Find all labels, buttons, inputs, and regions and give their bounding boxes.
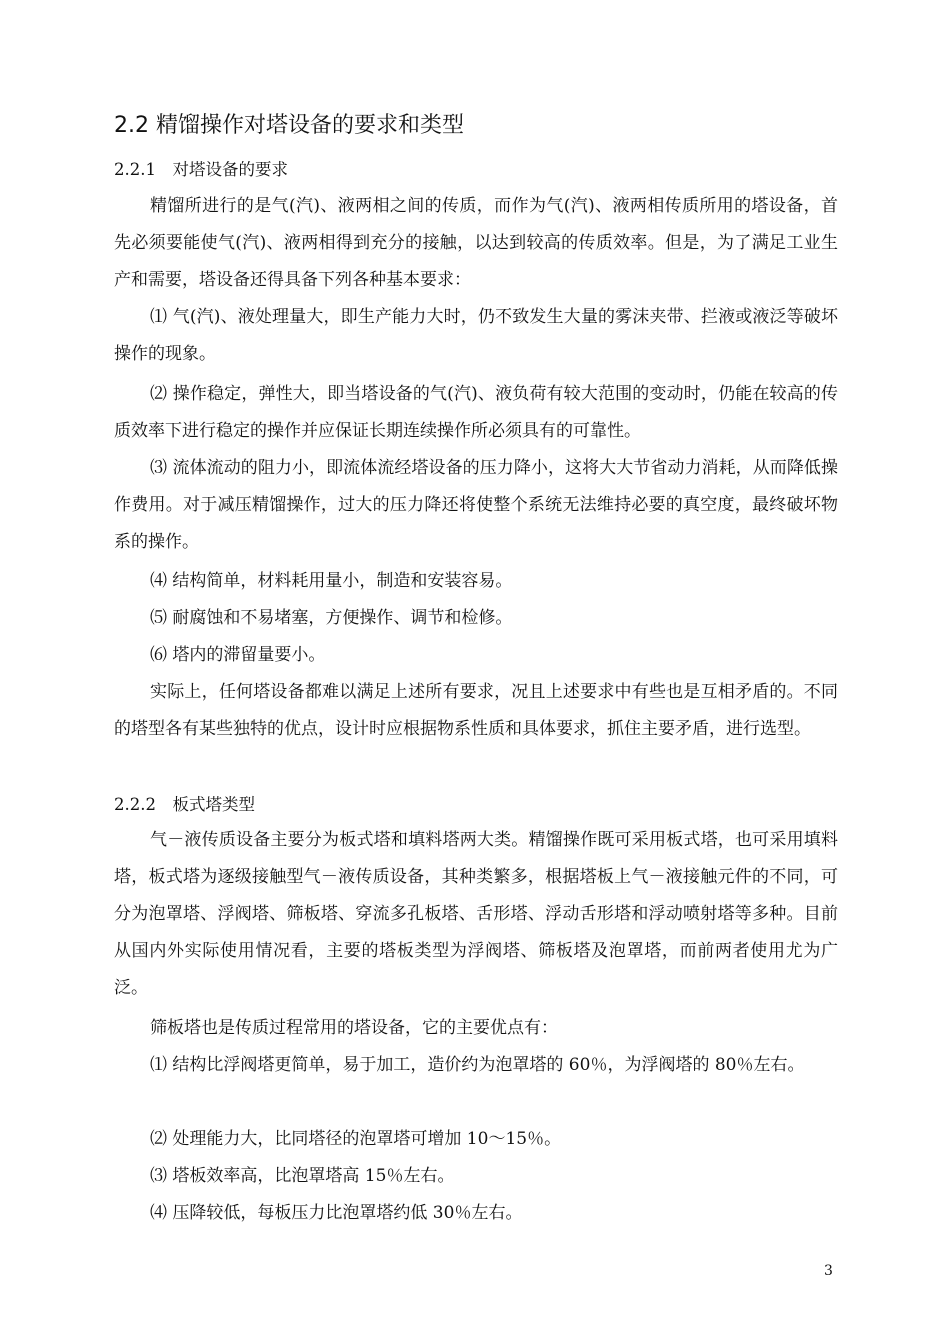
subsection-heading-plate-tower-types: 2.2.2 板式塔类型: [114, 795, 255, 814]
requirement-item-6: ⑹ 塔内的滞留量要小。: [150, 645, 326, 665]
sieve-advantage-item-4: ⑷ 压降较低，每板压力比泡罩塔约低 30％左右。: [150, 1203, 523, 1223]
requirement-item-4: ⑷ 结构简单，材料耗用量小，制造和安装容易。: [150, 571, 513, 591]
sieve-advantage-item-1: ⑴ 结构比浮阀塔更简单，易于加工，造价约为泡罩塔的 60％，为浮阀塔的 80％左右。: [150, 1055, 805, 1075]
requirement-item-5: ⑸ 耐腐蚀和不易堵塞，方便操作、调节和检修。: [150, 608, 513, 628]
requirement-item-1: ⑴ 气(汽)、液处理量大，即生产能力大时，仍不致发生大量的雾沫夹带、拦液或液泛等破坏操作的现象。: [114, 307, 838, 364]
requirements-intro-paragraph: 精馏所进行的是气(汽)、液两相之间的传质，而作为气(汽)、液两相传质所用的塔设备，首先必须要能使气(汽)、液两相得到充分的接触，以达到较高的传质效率。但是，为了满足工业生产和需要，塔设备还得具备下列各种基本要求：: [114, 196, 838, 290]
requirements-conclusion-paragraph: 实际上，任何塔设备都难以满足上述所有要求，况且上述要求中有些也是互相矛盾的。不同的塔型各有某些独特的优点，设计时应根据物系性质和具体要求，抓住主要矛盾，进行选型。: [114, 682, 838, 739]
sieve-advantage-item-3: ⑶ 塔板效率高，比泡罩塔高 15％左右。: [150, 1166, 455, 1186]
sieve-tray-intro-paragraph: 筛板塔也是传质过程常用的塔设备，它的主要优点有：: [150, 1018, 558, 1038]
subsection-heading-requirements: 2.2.1 对塔设备的要求: [114, 160, 288, 179]
plate-tower-types-paragraph: 气－液传质设备主要分为板式塔和填料塔两大类。精馏操作既可采用板式塔，也可采用填料塔，板式塔为逐级接触型气－液传质设备，其种类繁多，根据塔板上气－液接触元件的不同，可分为泡罩塔、浮阀塔、筛板塔、穿流多孔板塔、舌形塔、浮动舌形塔和浮动喷射塔等多种。目前从国内外实际使用情况看，主要的塔板类型为浮阀塔、筛板塔及泡罩塔，而前两者使用尤为广泛。: [114, 830, 838, 998]
requirement-item-2: ⑵ 操作稳定，弹性大，即当塔设备的气(汽)、液负荷有较大范围的变动时，仍能在较高的传质效率下进行稳定的操作并应保证长期连续操作所必须具有的可靠性。: [114, 384, 838, 441]
sieve-advantage-item-2: ⑵ 处理能力大，比同塔径的泡罩塔可增加 10～15％。: [150, 1129, 562, 1149]
section-heading: 2.2 精馏操作对塔设备的要求和类型: [114, 113, 464, 138]
page-number: 3: [824, 1263, 833, 1279]
requirement-item-3: ⑶ 流体流动的阻力小，即流体流经塔设备的压力降小，这将大大节省动力消耗，从而降低操作费用。对于减压精馏操作，过大的压力降还将使整个系统无法维持必要的真空度，最终破坏物系的操作。: [114, 458, 838, 552]
